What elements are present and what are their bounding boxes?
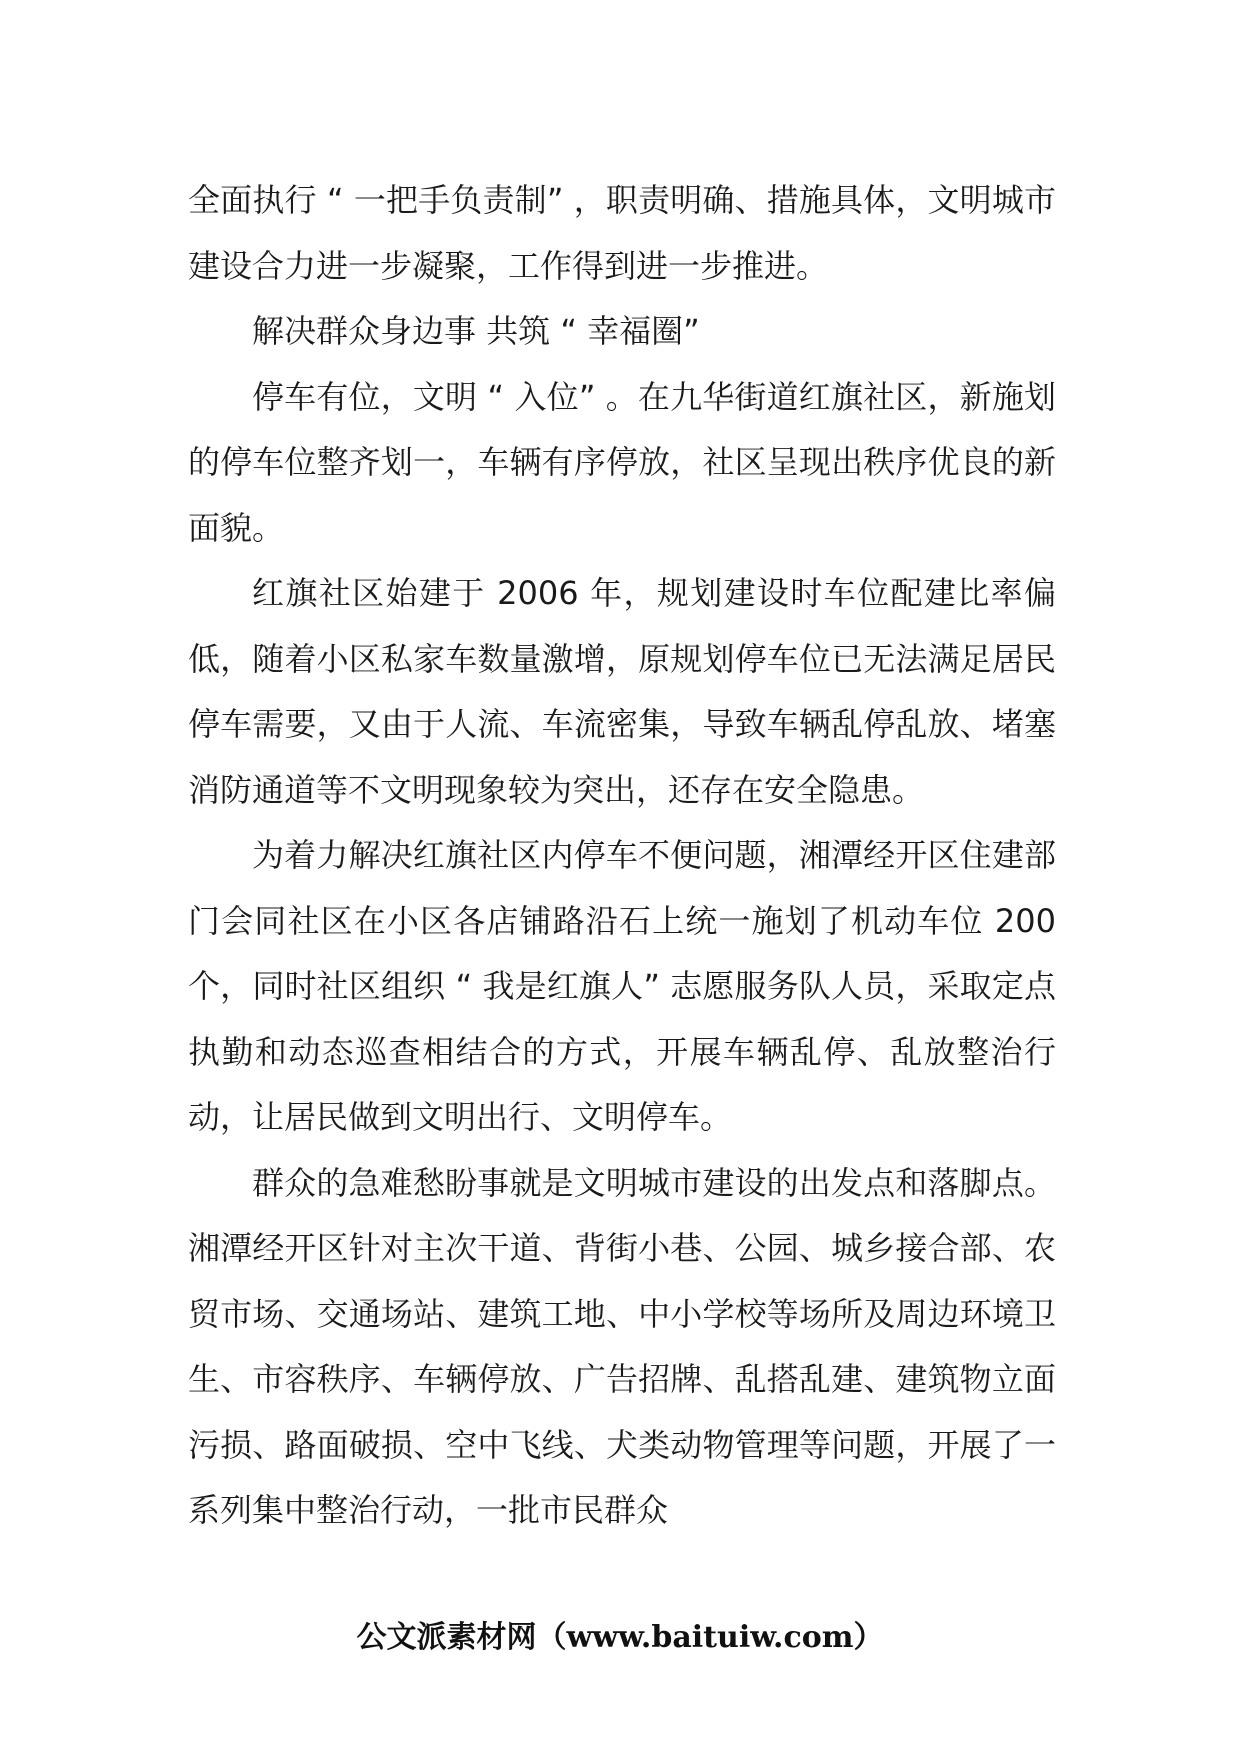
paragraph-solution: 为着力解决红旗社区内停车不便问题，湘潭经开区住建部门会同社区在小区各店铺路沿石上统一施划了机动车位 200 个，同时社区组织 “ 我是红旗人” 志愿服务队人员，采取定点执勤和动态巡查相结合的方式，开展车辆乱停、乱放整治行动，让居民做到文明出行、文明停车。 — [188, 836, 1056, 1136]
paragraph-community-history: 红旗社区始建于 2006 年，规划建设时车位配建比率偏低，随着小区私家车数量激增，原规划停车位已无法满足居民停车需要，又由于人流、车流密集，导致车辆乱停乱放、堵塞消防通道等不文明现象较为突出，还存在安全隐患。 — [188, 574, 1056, 809]
paragraph-continuation: 全面执行 “ 一把手负责制” ，职责明确、措施具体，文明城市建设合力进一步凝聚，工作得到进一步推进。 — [188, 181, 1056, 285]
section-heading: 解决群众身边事 共筑 “ 幸福圈” — [252, 312, 700, 350]
paragraph-parking: 停车有位，文明 “ 入位” 。在九华街道红旗社区，新施划的停车位整齐划一，车辆有序停放，社区呈现出秩序优良的新面貌。 — [188, 377, 1056, 547]
document-body — [188, 168, 1056, 1544]
paragraph-rectification: 群众的急难愁盼事就是文明城市建设的出发点和落脚点。湘潭经开区针对主次干道、背街小巷、公园、城乡接合部、农贸市场、交通场站、建筑工地、中小学校等场所及周边环境卫生、市容秩序、车辆停放、广告招牌、乱搭乱建、建筑物立面污损、路面破损、空中飞线、犬类动物管理等问题，开展了一系列集中整治行动，一批市民群众 — [188, 1163, 1056, 1529]
footer-source: 公文派素材网（www.baituiw.com） — [356, 1620, 884, 1655]
